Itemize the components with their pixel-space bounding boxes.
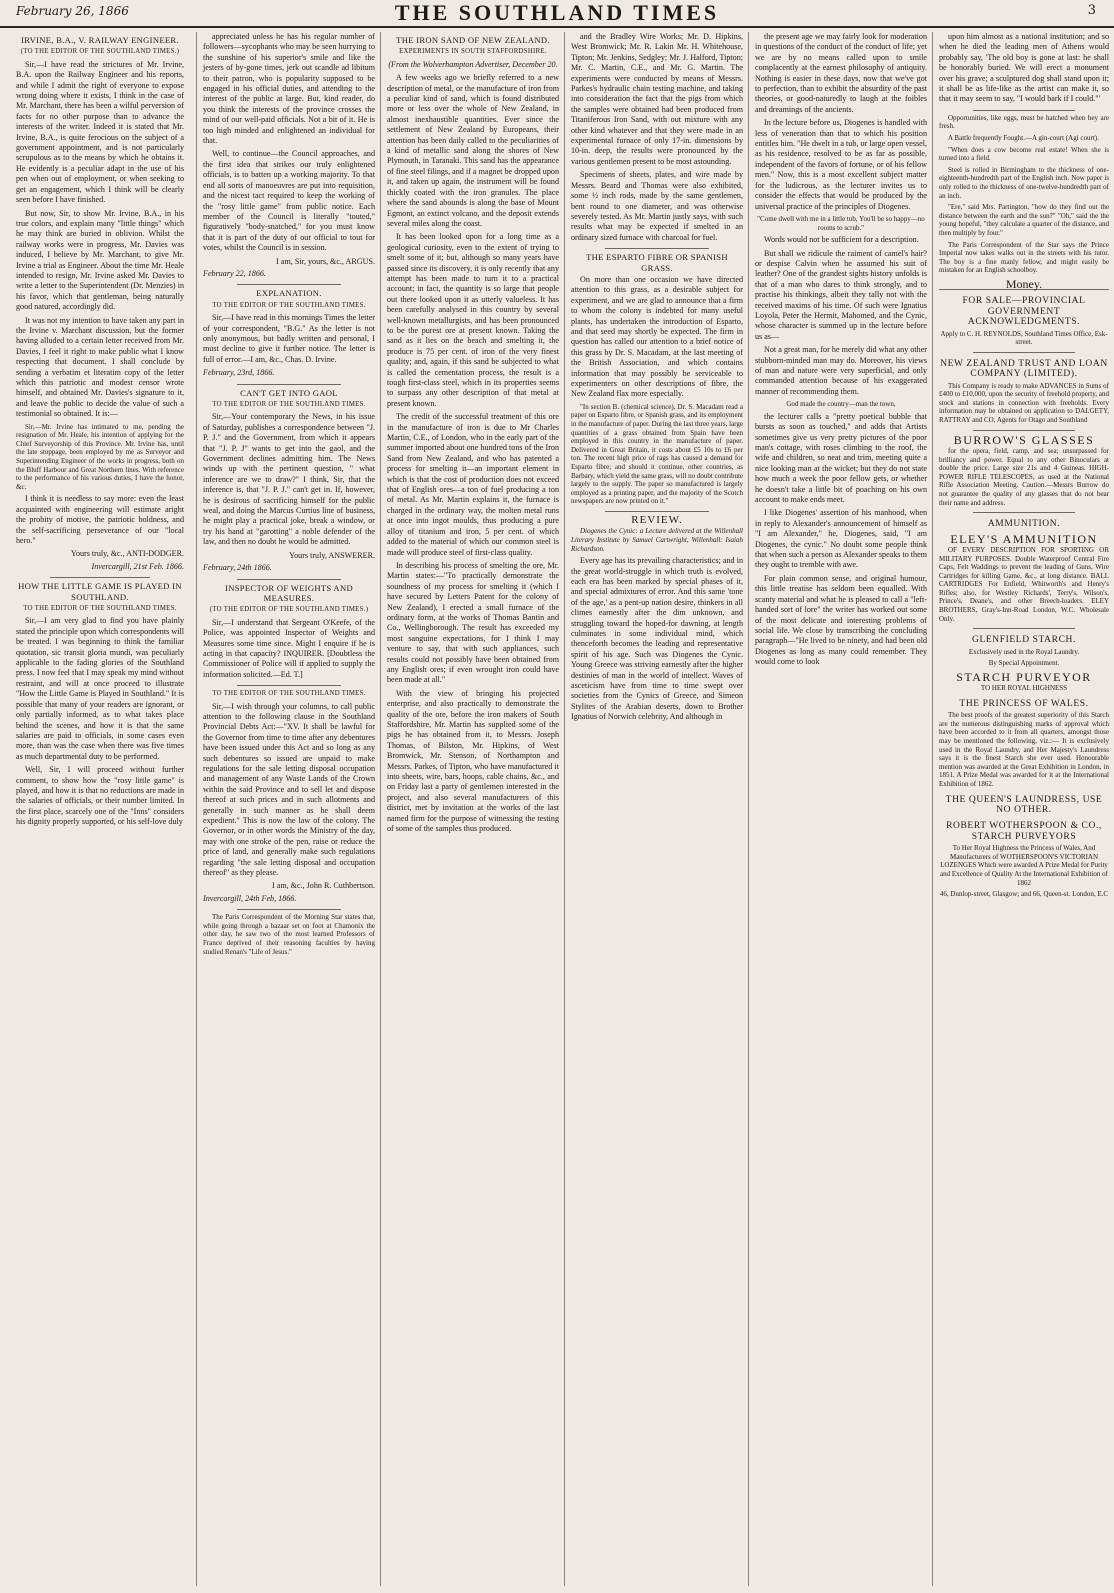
- short-item: "When does a cow become real estate! When she is turned into a field.: [939, 145, 1109, 163]
- verse: God made the country—man the town,: [786, 400, 896, 409]
- ad-heading: FOR SALE—PROVINCIAL GOVERNMENT ACKNOWLEDGMENTS.: [962, 296, 1086, 328]
- divider: [973, 430, 1075, 431]
- short-item: Opportunities, like eggs, must be hatched when hey are fresh.: [939, 113, 1109, 131]
- article-heading: EXPLANATION.: [256, 288, 322, 299]
- columns: [16, 32, 1109, 1586]
- article-paragraph: The credit of the successful treatment of this ore in the manufacture of iron is due to Mr Charles Martin, C.E., of London, who in the early part of the summer imported about one hundred tons of the Iron Sand from New Zealand, and who has patented a process for smelting it—an important element in which is that the cost of production does not exceed that of English ores—a ton of fuel producing a ton of metal. As Mr. Martin explains it, the furnace is charged in the ordinary way, the molten metal runs at once into ingot moulds, thus producing a pure alloy of titanium and iron, 5 per cent. of which added to the material of which our common steel is made will produce steel of first-class quality.: [387, 412, 559, 557]
- verse: "Come dwell with me in a little tub, You'll be so happy—no rooms to scrub.": [757, 214, 925, 232]
- article-subheading: TO THE EDITOR OF THE SOUTHLAND TIMES.: [212, 401, 366, 408]
- divider: [237, 909, 340, 910]
- article-paragraph: In describing his process of smelting the ore, Mr. Martin states:—"To practically demonstrate the soundness of my process for smelting it (which I have secured by Letters Patent for the colony of New Zealand), I erected a small furnace of the ordinary form, at the works of Thomas Bantin and Co., Wellingborough. The result has exceeded my most sanguine expectations, for I think I may venture to say, that with such appliances, such results could not possibly have been obtained from any English ores; if even wrought iron could have been made at all.": [387, 560, 559, 685]
- ad-line: ROBERT WOTHERSPOON & CO., STARCH PURVEYORS: [946, 821, 1102, 842]
- ad-heading: BURROW'S GLASSES: [953, 432, 1095, 447]
- quoted-passage: "In section B. (chemical science), Dr. S. Macadam read a paper on Esparto fibre, or Spanish grass, and its employment in the manufacture of paper. During the last three years, large quantities of a grass obtained from Spain have been employed in this country in the manufacture of paper. Delivered in Great Britain, it costs about £5 10s to £6 per ton. The recent high price of rags has caused a demand for Esparto fibre; and should it continue, other countries, as Barbary, which yield the same grass, will no doubt contribute largely to the supply. The paper so manufactured is largely employed as a printing paper, and the majority of the Scotch newspapers are now printed on it.": [571, 402, 743, 506]
- quoted-letter: Sir,—Mr. Irvine has intimated to me, pending the resignation of Mr. Heale, his intention of applying for the Chief Surveyorship of this Province. Mr. Irvine has, until the late stoppage, been employed by me as Surveyor and Superintending Engineer of the works in progress, both on the Bluff Harbour and Great Northern lines. With reference to the performance of his various duties, I have the honor, &c.: [16, 422, 184, 491]
- article-paragraph: Well, Sir, I will proceed without further comment, to show how the "rosy little game" is played, and how it is that no reductions are made in the salaries of officials, or their number limited. In the first place, scarcely one of the "Inns" considers his dignity properly supported, or his self-love duly: [16, 765, 184, 827]
- article-subheading: (TO THE EDITOR OF THE SOUTHLAND TIMES.): [20, 48, 180, 56]
- divider: [973, 110, 1075, 111]
- ad-line: Exclusively used in the Royal Laundry.: [968, 647, 1080, 656]
- ad-body: OF EVERY DESCRIPTION FOR SPORTING OR MILITARY PURPOSES. Double Waterproof Central Fire Caps, Felt Waddings to prevent the leading of Guns, Wire Cartridges for killing Game, &c., at long distance. BALL CARTRIDGES For Enfield, Whitworth's and Henry's Rifles; also, for Westley Richards', Terry's, Wilson's, Prince's, Deane's, and other Breech-loaders. ELEY BROTHERS, Gray's-Inn-Road London, W.C. Wholesale Only.: [939, 545, 1109, 623]
- dateline: Invercargill, 24th Feb, 1866.: [203, 893, 297, 903]
- article-paragraph: I like Diogenes' assertion of his manhood, when in reply to Alexander's announcement of himself as "I am Alexander," he, Diogenes, said, "I am Diogenes, the cynic." No doubt some people think that when such a person as Alexander speaks to them they ought to tremble with awe.: [755, 508, 927, 570]
- page-number: 3: [1087, 3, 1096, 18]
- article-paragraph: Sir,—I am very glad to find you have plainly stated the principle upon which correspondents will be treated. I was beginning to think the familiar quotation, sic transit gloria mundi, was peculiarly applicable to the fading glories of the Southland press. I now feel that I may speak my mind without restraint, and will at once proceed to illustrate "How the Little Game is Played in Southland." It is possible that many of your readers are ignorant, or only partially informed, as to what takes place behind the scenes, and how it is that the same salaries are paid to officials, in some cases even more, than was the case when there was five times as much departmental duty to be performed.: [16, 616, 184, 761]
- article-heading: IRVINE, B.A., V. RAILWAY ENGINEER.: [21, 35, 179, 45]
- column-4: [564, 32, 749, 1586]
- article-heading: THE ESPARTO FIBRE OR SPANISH GRASS.: [586, 252, 728, 273]
- article-paragraph: But now, Sir, to show Mr. Irvine, B.A., in his true colors, and explain many "little things" which he may think are buried in oblivion. Whilst the railway works were in progress, Mr. Davies was induced, I believe by Mr. Marchant, to give Mr. Irvine a trial as Engineer. About the time Mr. Heale intended to resign, Mr. Irvine asked Mr. Davies to write a letter to the Superintendent (Dr. Menzies) in his favor, which that gentleman, being naturally good natured, accordingly did.: [16, 208, 184, 312]
- signature: I am, Sir, yours, &c., ARGUS.: [276, 256, 375, 266]
- divider: [973, 512, 1075, 513]
- article-heading: INSPECTOR OF WEIGHTS AND MEASURES.: [225, 582, 353, 603]
- review-source: Diogenes the Cynic: a Lecture delivered at the Willenhall Literary Institute by Samuel Cartwright, Willenhall: Isaiah Richardson.: [571, 527, 743, 553]
- article-paragraph: the lecturer calls a "pretty poetical bubble that bursts as soon as touched," and adds that Artists sometimes give us very pretty pictures of the poor man's cottage, with roses climbing to the roof, the wife and children, so neat and trim, meeting quite a nice looking man at the wicket; but they do not state how much a week the poor fellow gets, or whether he doesn't take a little bit of poaching on his own account to make ends meet.: [755, 411, 927, 505]
- signature: Yours truly, ANSWERER.: [289, 550, 375, 560]
- section-heading: Money.: [939, 279, 1109, 290]
- article-heading: CAN'T GET INTO GAOL: [240, 387, 338, 398]
- article-paragraph: In the lecture before us, Diogenes is handled with less of veneration than that to which his position entitles him. "He dwelt in a tub, or large open vessel, as his residence, resolved to be as far as possible, independent of the favors of fortune, or of his fellow men." Now, this is a most excellent subject matter for the ludicrous, as the lecturer invites us to consider the effects that would be produced by the universal practice of the principles of Diogenes.: [755, 118, 927, 211]
- column-5: [748, 32, 933, 1586]
- news-note: The Paris Correspondent of the Morning Star states that, while going through a bazaar set on foot at Chamonix the other day, he saw two of the most learned Professors of France deprived of their reasoning faculties by having studied Renan's "Life of Jesus.": [203, 913, 375, 956]
- article-paragraph: With the view of bringing his projected enterprise, and also practically to demonstrate the quality of the ore, before the iron makers of South Staffordshire, Mr. Martin has supplied some of the pigs he has obtained from it, to Messrs. Joseph Thomas, of Bilston, Mr. Hipkins, of West Bromwick, Mr. Stenson, of Northampton and Messrs. Parkes, of Tipton, who have manufactured it into sheets, wire, bars, hoops, cable chains, &c., and on Friday last a party of gentlemen interested in the project, and also several manufacturers of this district, met by invitation at the works of the last named firm for the purpose of witnessing the testing of some of the samples thus produced.: [387, 688, 559, 834]
- signature: I am, &c., John R. Cuthbertson.: [272, 881, 375, 891]
- divider: [605, 248, 708, 249]
- article-paragraph: Specimens of sheets, plates, and wire made by Messrs. Beard and Thomas were also exhibited, some ½ inch rods, made by the same gentlemen, bent round to one diameter, and was otherwise severely tested. As Mr. Martin justly says, with such results what may be expected if smelted in an ordinary sized furnace with charcoal for fuel.: [571, 170, 743, 242]
- column-1: [16, 32, 190, 1586]
- divider: [50, 577, 151, 578]
- article-heading: HOW THE LITTLE GAME IS PLAYED IN SOUTHLAND.: [18, 581, 182, 602]
- dateline: February, 24th 1866.: [203, 563, 272, 573]
- dateline: February 22, 1866.: [203, 268, 266, 278]
- article-subheading: EXPERIMENTS IN SOUTH STAFFORDSHIRE.: [399, 48, 547, 56]
- column-3: [380, 32, 565, 1586]
- ad-title: STARCH PURVEYOR: [956, 669, 1092, 684]
- article-paragraph: Not a great man, for he merely did what any other stubborn-minded man may do. Moreover, his views of man and nature were very superficial, and only commanded attention because of his exaggerated manner of recommending them.: [755, 345, 927, 396]
- ad-line: THE QUEEN'S LAUNDRESS, USE NO OTHER.: [945, 794, 1103, 815]
- article-paragraph: Well, to continue—the Council approaches, and the first idea that strikes our truly enlightened officials, is to batten up a working majority. To that end all sorts of manoeuvres are put into requisition, and the nicest tact required to keep the working of the "rosy little game" from public notice. Each member of the Council is literally "touted," figuratively "body-snatched," for you must know that it is part of the duty of our official to tout for votes, whilst the Council is in session.: [203, 149, 375, 253]
- column-2: [196, 32, 381, 1586]
- article-paragraph: A few weeks ago we briefly referred to a new description of metal, or the manufacture of iron from a peculiar kind of sand, which is found distributed more or less over the whole of New Zealand, in almost inexhaustible quantities. Ever since the settlement of New Zealand by Europeans, their attention has been daily called to the peculiarities of a kind of metallic sand along the shores of New Plymouth, in Taranaki. This sand has the appearance of fine steel filings, and if a magnet be dropped upon it, and taken up again, the instrument will be found thickly coated with the iron granules. The place where the sand abounds is along the base of Mount Egmont, an extinct volcano, and the deposit extends several miles along the coast.: [387, 73, 559, 228]
- article-paragraph: the present age we may fairly look for moderation in questions of the conduct of the conduct of life; yet we are by no means called upon to smile complacently at the earnest philosophy of antiquity. Nothing is easier in these days, now that we've got to perfection, than to exhibit the absurdity of the past theories, or good-naturedly to laugh at the foibles and dreamings of the ancients.: [755, 32, 927, 114]
- article-paragraph: Sir,—I wish through your columns, to call public attention to the following clause in the Southland Provincial Debts Act:—"XV. It shall be lawful for the Governor from time to time after any debentures have been issued under this Act and so long as any such debentures so issued are unpaid to make regulations for the sale letting disposal occupation and management of any Waste Lands of the Crown within the said Province and to sell let and dispose thereof at such prices and in such allotments and generally in such manner as he shall deem expedient." This is now the law of the colony. The Governor, or in other words the Ministry of the day, may with one stroke of the pen, raise or reduce the price of land, and generally make such regulations regarding "the sale letting disposal and occupation thereof" as they please.: [203, 701, 375, 878]
- short-item: A Battle frequently Fought.—A gin-court (Agi court).: [948, 134, 1099, 143]
- ad-line: THE PRINCESS OF WALES.: [959, 698, 1089, 709]
- signature: Yours truly, &c., ANTI-DODGER.: [70, 549, 184, 559]
- dateline: February, 23rd, 1866.: [203, 368, 275, 378]
- article-paragraph: Sir,—Your contemporary the News, in his issue of Saturday, publishes a correspondence between "J. P. J." and the Government, from which it appears that "J. P. J" wants to get into the gaol, and the Government declines admitting him. The News winds up with the pertinent question, " what inference are we to draw?" I think, Sir, that the inference is, that "J. P. J." can't get in. If, however, he is desirous of sacrificing himself for the public weal, and doing the Marcus Curtius line of business, he might play a practical joke, break a window, or try his hand at "garotting" a noble defender of the law, and then no doubt he would be admitted.: [203, 412, 375, 547]
- short-item: The Paris Correspondent of the Star says the Prince Imperial now takes walks out in the streets with his tutor. The boy is a fine manly fellow, and might easily be mistaken for an English schoolboy.: [939, 240, 1109, 275]
- ad-heading: NEW ZEALAND TRUST AND LOAN COMPANY (LIMITED).: [940, 358, 1108, 380]
- ad-body: The best proofs of the greatest superiority of this Starch are the numerous distinguishing marks of approval which have been accorded to it from all quarters, amongst those may be mentioned the following, viz.:— It is exclusively used in the Royal Laundry, and Her Majesty's Laundress says it is the finest Starch she ever used. Honourable mention was awarded at the Great Exhibition in London, in 1851. A Prize Medal was awarded for it at the International Exhibition of 1862.: [939, 711, 1109, 788]
- ad-heading: AMMUNITION.: [987, 519, 1061, 530]
- divider: [237, 384, 340, 385]
- ad-address: 46, Dunlop-street, Glasgow; and 66, Queen-st. London, E.C: [939, 890, 1109, 899]
- ad-title: ELEY'S AMMUNITION: [950, 531, 1098, 546]
- ad-body: This Company is ready to make ADVANCES in Sums of £400 to £10,000, upon the security of freehold property, and stock and stations in connection with freeholds. Every information may be obtained on application to DALGETY, RATTRAY and CO, Agents for Otago and Southland: [939, 381, 1109, 424]
- article-source: (From the Wolverhampton Advertiser, December 20.: [388, 59, 558, 69]
- divider: [237, 579, 340, 580]
- ad-line: By Special Appointment.: [988, 659, 1060, 668]
- article-paragraph: appreciated unless he has his regular number of followers—sycophants who may be seen hurrying to the sunshine of his superior's smile and like the jesters of by-gone times, jerk out scandle ad libitum to their patron, who is popularity supposed to be engaged in his official duties, and attending to the interest of the public at large. But, kind reader, do you think the interests of the province crosses the mind of our well-paid officials. Not a bit of it. He is too high minded and enlightened an individual for that.: [203, 32, 375, 146]
- article-paragraph: I think it is needless to say more: even the least acquainted with engineering will estimate aright the probity of motive, the patriotic boldness, and the self-sacrificing perseverance of our "local hero.": [16, 494, 184, 545]
- ad-heading: GLENFIELD STARCH.: [972, 635, 1076, 646]
- article-paragraph: upon him almost as a national institution; and so when he died the leading men of Athens would probably say, 'The old boy is gone at last: he shall be honorably buried. We will erect a monument over his grave; a sculptured dog shall stand upon it; it shall be as life-like as the artist can make it, so that it may seem to say, "I would bark if I could."': [939, 32, 1109, 104]
- article-paragraph: Every age has its prevailing characteristics; and in the great world-struggle in which truth is evolved, each era has been marked by special phases of it, and special admixtures of error. And this same 'tone of the age,' as a pent-up nation desire, thinkers in all climes earnestly after the dim unknown, and struggling toward the hoped-for dawning, at length culminates in some individual mind, which thenceforth becomes the leading and representative spirit of his age. Such was Diogenes the Cynic. Young Greece was striving earnestly after the higher destinies of man in the world of intellect. Waves of asceticism have from time to time swept over societies from the Cynics of Greece, and Simeon Stylites of the Arabian deserts, down to Brother Ignatius of Norwich celebrity, And although in: [571, 556, 743, 722]
- divider: [973, 628, 1075, 629]
- dateline: Invercargill, 21st Feb. 1866.: [91, 561, 184, 571]
- short-item: Steel is rolled in Birmingham to the thickness of one-eighteenth-hundredth part of the English inch. Now paper is only rolled to the thickness of one-twelve-hundredth part of an inch.: [939, 165, 1109, 200]
- article-paragraph: Sir,—I have read in this mornings Times the letter of your correspondent, "B.G." As the letter is not only anonymous, but badly written and personal, I must decline to give it further notice. The letter is full of error.—I am, &c., Chas. D. Irvine.: [203, 313, 375, 364]
- ad-body: To Her Royal Highness the Princess of Wales, And Manufacturers of WOTHERSPOON'S VICTORIAN LOZENGES Which were awarded A Prize Medal for Purity and Excellence of Quality At the International Exhibition of 1862: [940, 844, 1108, 887]
- article-paragraph: Words would not be sufficient for a description.: [764, 235, 919, 245]
- divider: [973, 352, 1075, 353]
- article-paragraph: It was not my intention to have taken any part in the Irvine v. Marchant discussion, but the former having alluded to a certain letter received from Mr. Davies, I feel it right to make public what I know respecting that document. I shall conclude by sending a verbatim et literatim copy of the letter which this patriotic and modest censor wrote himself, and obtained Mr. Davies's signature to it, and leave the public to decide the value of such a testimonial so obtained. It is:—: [16, 315, 184, 419]
- divider: [237, 685, 340, 686]
- article-heading: THE IRON SAND OF NEW ZEALAND.: [396, 35, 550, 45]
- article-paragraph: But shall we ridicule the raiment of camel's hair? or despise Calvin when he assumed his suit of leather? One of the grandest sights history unfolds is that of a man who dares to think strongly, and to practise his thinkings, albeit they tally not with the received maxims of his time. Of such were Ignatius Loyola, Peter the Hermit, Mahomed, and the Cynic, whose character is summed up in the lecture before us as—: [755, 248, 927, 341]
- article-paragraph: and the Bradley Wire Works; Mr. D. Hipkins, West Bromwick; Mr. R. Lakin Mr. H. Whitehouse, Tipton; Mr. Jenkins, Sedgley; Mr. J. Halford, Tipton; Mr. C. Martin, C.E., and Mr. G. Martin. The experiments were conducted by means of Messrs. Parkes's hydraulic chain testing machine, and taking into consideration the fact that the pigs from which the samples were obtained had been produced from Titaniferous Iron Sand, with out mixture with any other kind whatever and that they were made in an experimental furnace of only 17-in. dimensions by 10-in. deep, the results were pronounced by the various gentlemen present to be most astounding.: [571, 32, 743, 166]
- article-paragraph: For plain common sense, and original humour, this little treatise has seldom been equalled. With scanty material and what he is pleased to call a "left-handed sort of lore" the writer has worked out some of the most delicate and interesting problems of social life. We close by transcribing the concluding paragraph—"He lived to be ninety, and had been old Diogenes as long as many could remember. They would come to look: [755, 573, 927, 667]
- ad-line: TO HER ROYAL HIGHNESS: [980, 684, 1068, 693]
- article-subheading: TO THE EDITOR OF THE SOUTHLAND TIMES.: [212, 690, 366, 698]
- article-paragraph: On more than one occasion we have directed attention to this grass, as a desirable subject for experiment, and we are glad to announce that a firm to whom the colony is indebted for many useful plants, has undertaken the introduction of Esparto, and that seed may shortly be expected. The firm in question has called our attention to a brief notice of this grass by Dr. S. Macadam, at the last meeting of the British Association, and which contains information that may possibly be serviceable to experimenters on other descriptions of fibre, the New Zealand flax more especially.: [571, 274, 743, 399]
- issue-date: February 26, 1866: [16, 4, 129, 18]
- article-paragraph: It has been looked upon for a long time as a geological curiosity, even to the extent of trying to smelt some of it; but, although so many years have passed since its discovery, it is only recently that any attempt has been made to turn it to a practical account; in fact, the quantity is so large that people out there looked upon it as utterly valueless. It has been carefully analysed in this country by several well-known metallurgists, and has been pronounced to be the purest ore at present known. Taking the sand as it lies on the beach and smelting it, the produce is 75 per cent. of iron of the very finest quality; and, again, if this sand be subjected to what is called the cementation process, the result is a tough first-class steel, which in its properties seems to surpass any other description of that metal at present known.: [387, 232, 559, 408]
- short-item: "Ere," said Mrs. Partington, "how do they find out the distance between the earth and the sun?" "Oh," said the the young hopeful, "they calculate a quarter of the distance, and then multiply by four.": [939, 203, 1109, 237]
- article-heading: REVIEW.: [631, 513, 683, 526]
- article-paragraph: Sir,—I have read the strictures of Mr. Irvine, B.A. upon the Railway Engineer and his reports, and while I admit the right of everyone to expose wrong doing where it exists, I think in the case of Mr. Marchant, there has been a wilful perversion of facts for no other purpose than to advance the interests of the writer. Indeed it is stated that Mr. Irvine, B.A., is quite ferocious on the subject of a government appointment, and is not particularly scrupulous as to the means by which he obtains it. He evidently is a peculiar adapt in the use of his pen when out of employment, or when seeking to get an engagement, which I think will be clearly seen before I have finished.: [16, 59, 184, 205]
- article-subheading: TO THE EDITOR OF THE SOUTHLAND TIMES.: [212, 301, 366, 309]
- article-paragraph: Sir,—I understand that Sergeant O'Keefe, of the Police, was appointed Inspector of Weights and Measures some time since. Might I enquire if he is acting in that capacity? INQUIRER. [Doubtless the Commissioner of Police will if applied to supply the information solicited.—Ed. T.]: [203, 617, 375, 679]
- masthead: [0, 0, 1114, 28]
- column-6: [932, 32, 1109, 1586]
- article-subheading: (TO THE EDITOR OF THE SOUTHLAND TIMES.): [209, 606, 369, 614]
- divider: [605, 511, 708, 512]
- article-subheading: TO THE EDITOR OF THE SOUTHLAND TIMES.: [23, 605, 177, 613]
- newspaper-title: THE SOUTHLAND TIMES: [394, 0, 720, 25]
- ad-body: for the opera, field, camp, and sea; unsurpassed for brilliancy and power. Equal to any other Binoculars at double the price. Large size 21s and 4 Guineas. HIGH-POWER RIFLE TELESCOPES, as used at the National Rifle Association Meeting. Caution.—Messrs Burrow do not guarantee the quality of any glasses that do not bear their name and address.: [939, 446, 1109, 507]
- ad-body: Apply to C. H. REYNOLDS, Southland Times Office, Esk-street.: [940, 329, 1108, 347]
- divider: [237, 284, 340, 285]
